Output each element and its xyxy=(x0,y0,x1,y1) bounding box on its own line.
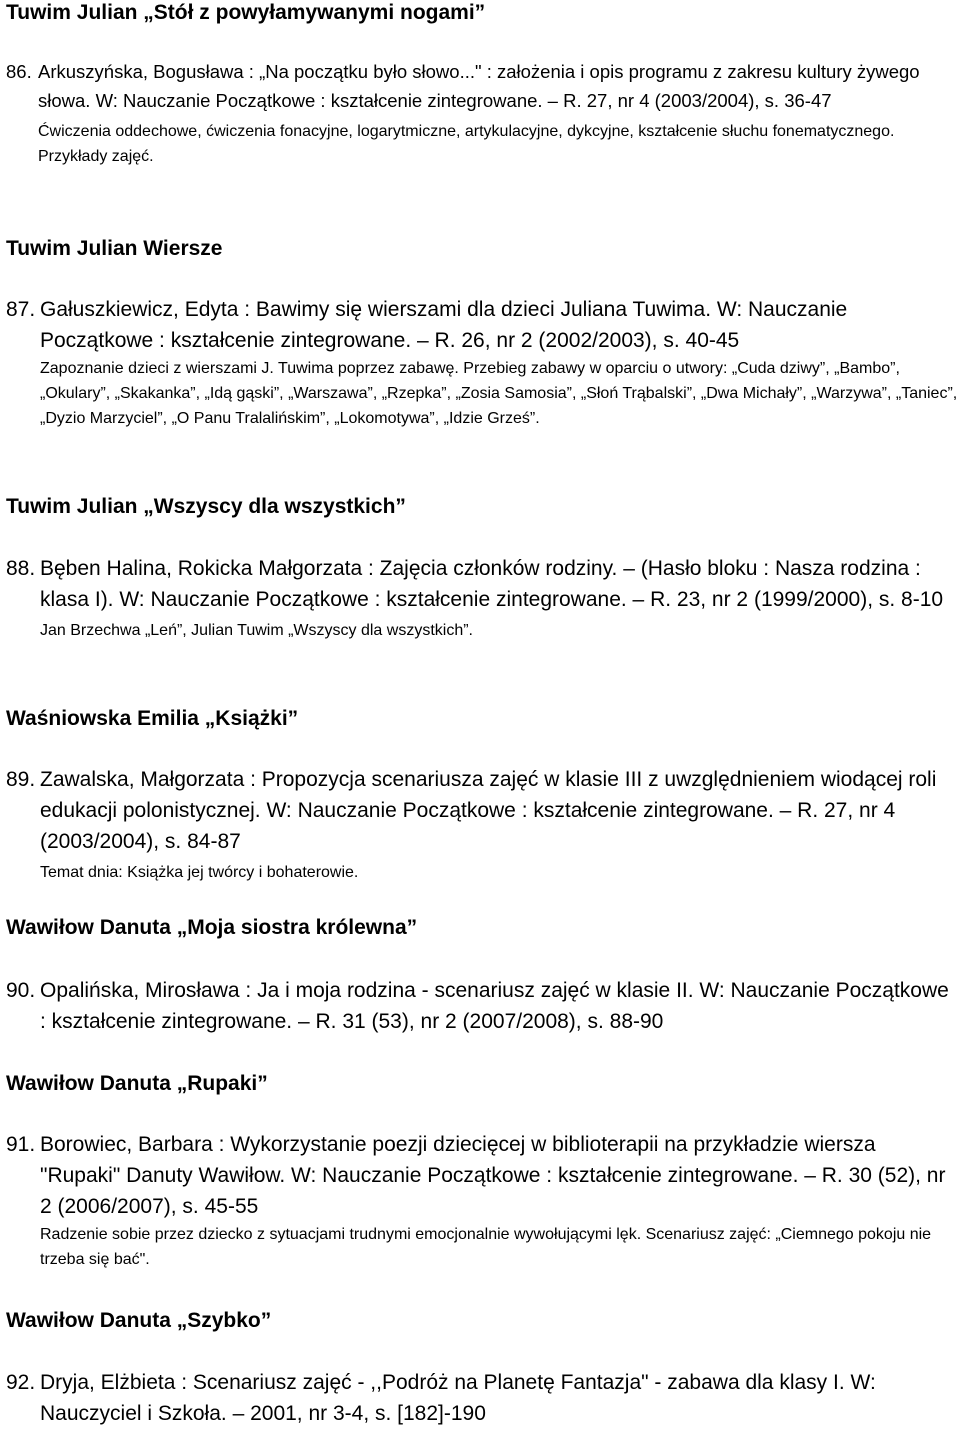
entry-number: 89. xyxy=(6,768,36,791)
entry-annotation: Temat dnia: Książka jej twórcy i bohaterowie. xyxy=(40,864,359,881)
entry-citation: Borowiec, Barbara : Wykorzystanie poezji dziecięcej w biblioterapii na przykładzie wiersza "Rupaki" Danuty Wawiłow. W: Nauczanie Początkowe : kształcenie zintegrowane. – R. 30 (52), nr 2 (2006/2007), s. 45-55 xyxy=(40,1133,946,1218)
entry-body xyxy=(40,764,958,885)
entry-body xyxy=(40,975,958,1037)
entry-annotation: Jan Brzechwa „Leń”, Julian Tuwim „Wszyscy dla wszystkich”. xyxy=(40,622,473,639)
section-heading-szybko: Wawiłow Danuta „Szybko” xyxy=(6,1309,272,1332)
entry-citation: Zawalska, Małgorzata : Propozycja scenariusza zajęć w klasie III z uwzględnieniem wiodącej roli edukacji polonistycznej. W: Nauczanie Początkowe : kształcenie zintegrowane. – R. 27, nr 4 (2003/2004), s. 84-87 xyxy=(40,768,937,853)
entry-citation: Bęben Halina, Rokicka Małgorzata : Zajęcia członków rodziny. – (Hasło bloku : Nasza rodzina : klasa I). W: Nauczanie Początkowe : kształcenie zintegrowane. – R. 23, nr 2 (1999/2000), s. 8-10 xyxy=(40,557,944,611)
section-heading-wiersze: Tuwim Julian Wiersze xyxy=(6,237,223,260)
bibliography-entry-92 xyxy=(6,1367,956,1429)
section-heading-stol: Tuwim Julian „Stół z powyłamywanymi nogami” xyxy=(6,1,486,24)
section-heading-siostra: Wawiłow Danuta „Moja siostra królewna” xyxy=(6,916,418,939)
entry-number: 90. xyxy=(6,979,36,1002)
section-heading-rupaki: Wawiłow Danuta „Rupaki” xyxy=(6,1072,268,1095)
entry-body xyxy=(40,1129,958,1272)
entry-citation: Opalińska, Mirosława : Ja i moja rodzina - scenariusz zajęć w klasie II. W: Nauczanie Początkowe : kształcenie zintegrowane. – R. 31 (53), nr 2 (2007/2008), s. 88-90 xyxy=(40,979,949,1033)
entry-number: 88. xyxy=(6,557,36,580)
bibliography-entry-86 xyxy=(6,58,956,208)
entry-body xyxy=(40,553,958,643)
entry-annotation: Zapoznanie dzieci z wierszami J. Tuwima poprzez zabawę. Przebieg zabawy w oparciu o utwory: „Cuda dziwy”, „Bambo”, „Okulary”, „Skakanka”, „Idą gąski”, „Warszawa”, „Rzepka”, „Zosia Samosia”, „Słoń Trąbalski”, „Dwa Michały”, „Warzywa”, „Taniec”, „Dyzio Marzyciel”, „O Panu Tralalińskim”, „Lokomotywa”, „Idzie Grześ”. xyxy=(40,360,958,427)
entry-body xyxy=(38,58,956,169)
bibliography-entry-91 xyxy=(6,1129,956,1289)
entry-body xyxy=(40,294,958,431)
entry-citation: Arkuszyńska, Bogusława : „Na początku było słowo..." : założenia i opis programu z zakresu kultury żywego słowa. W: Nauczanie Początkowe : kształcenie zintegrowane. – R. 27, nr 4 (2003/2004), s. 36-47 xyxy=(38,61,920,111)
bibliography-entry-90 xyxy=(6,975,956,1045)
entry-annotation: Radzenie sobie przez dziecko z sytuacjami trudnymi emocjonalnie wywołującymi lęk. Scenariusz zajęć: „Ciemnego pokoju nie trzeba się bać". xyxy=(40,1226,932,1268)
entry-number: 87. xyxy=(6,298,36,321)
bibliography-entry-89 xyxy=(6,764,956,889)
entry-body xyxy=(40,1367,958,1429)
bibliography-entry-88 xyxy=(6,553,956,678)
section-heading-wszyscy: Tuwim Julian „Wszyscy dla wszystkich” xyxy=(6,495,406,518)
entry-number: 92. xyxy=(6,1371,36,1394)
entry-annotation: Ćwiczenia oddechowe, ćwiczenia fonacyjne, logarytmiczne, artykulacyjne, dykcyjne, kształcenie słuchu fonematycznego. Przykłady zajęć. xyxy=(38,123,895,165)
section-heading-ksiazki: Waśniowska Emilia „Książki” xyxy=(6,707,299,730)
entry-citation: Gałuszkiewicz, Edyta : Bawimy się wierszami dla dzieci Juliana Tuwima. W: Nauczanie Początkowe : kształcenie zintegrowane. – R. 26, nr 2 (2002/2003), s. 40-45 xyxy=(40,298,848,352)
entry-number: 91. xyxy=(6,1133,36,1156)
entry-number: 86. xyxy=(6,61,32,82)
entry-citation: Dryja, Elżbieta : Scenariusz zajęć - ,,Podróż na Planetę Fantazja" - zabawa dla klasy I. W: Nauczyciel i Szkoła. – 2001, nr 3-4, s. [182]-190 xyxy=(40,1371,876,1425)
bibliography-entry-87 xyxy=(6,294,956,469)
